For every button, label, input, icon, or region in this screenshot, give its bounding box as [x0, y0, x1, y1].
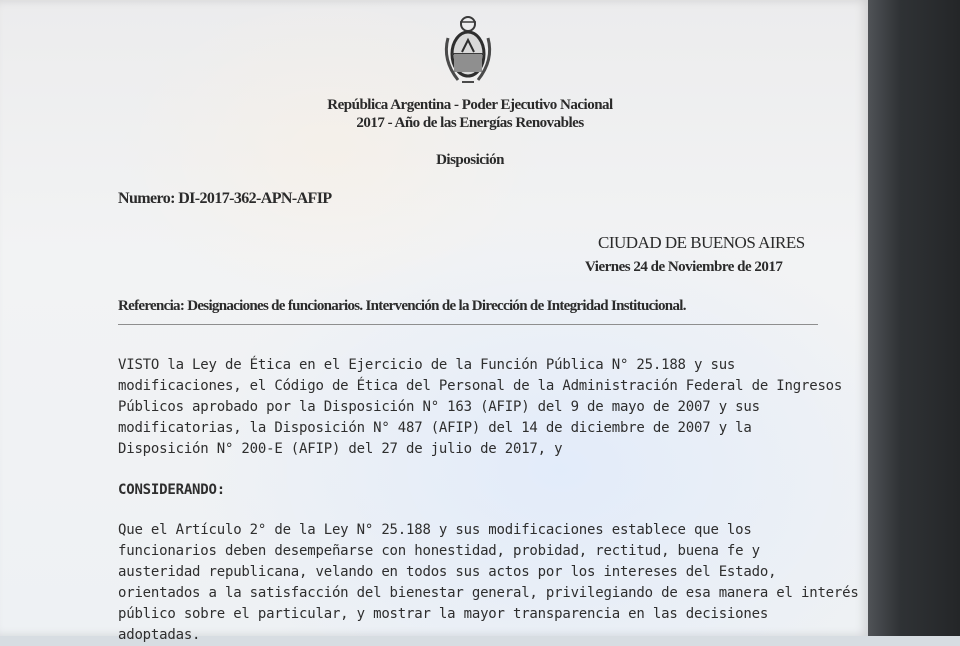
dark-background-edge: [868, 0, 960, 636]
visto-line: modificatorias, la Disposición N° 487 (AFIP) del 14 de diciembre de 2007 y la: [118, 420, 752, 436]
argentina-coat-of-arms-icon: [440, 10, 496, 90]
divider: [118, 324, 818, 325]
visto-paragraph: [118, 355, 842, 460]
que-paragraph: [118, 520, 859, 646]
document-date: Viernes 24 de Noviembre de 2017: [585, 259, 783, 275]
referencia-label: Referencia:: [118, 298, 185, 314]
visto-line: Públicos aprobado por la Disposición N° 163 (AFIP) del 9 de mayo de 2007 y sus: [118, 399, 760, 415]
que-line: público sobre el particular, y mostrar la mayor transparencia en las decisiones: [118, 606, 769, 622]
visto-line: VISTO la Ley de Ética en el Ejercicio de la Función Pública N° 25.188 y sus: [118, 357, 736, 373]
header-line-2: 2017 - Año de las Energías Renovables: [356, 115, 584, 131]
referencia-text: Designaciones de funcionarios. Intervención de la Dirección de Integridad Institucional.: [187, 298, 686, 314]
document-number: Numero: DI-2017-362-APN-AFIP: [118, 190, 332, 207]
que-line: Que el Artículo 2° de la Ley N° 25.188 y sus modificaciones establece que los: [118, 522, 752, 538]
document-type: Disposición: [436, 152, 504, 168]
visto-line: Disposición N° 200-E (AFIP) del 27 de julio de 2017, y: [118, 441, 563, 457]
visto-line: modificaciones, el Código de Ética del Personal de la Administración Federal de Ingresos: [118, 378, 843, 394]
place: CIUDAD DE BUENOS AIRES: [598, 233, 805, 252]
considerando-heading: CONSIDERANDO:: [118, 482, 225, 498]
que-line: funcionarios deben desempeñarse con honestidad, probidad, rectitud, buena fe y: [118, 543, 760, 559]
que-line: austeridad republicana, velando en todos sus actos por los intereses del Estado,: [118, 564, 777, 580]
referencia: [118, 298, 686, 315]
que-line: orientados a la satisfacción del bienestar general, privilegiando de esa manera el interés: [118, 585, 859, 601]
header-line-1: República Argentina - Poder Ejecutivo Nacional: [327, 97, 613, 113]
que-line: adoptadas.: [118, 627, 201, 643]
